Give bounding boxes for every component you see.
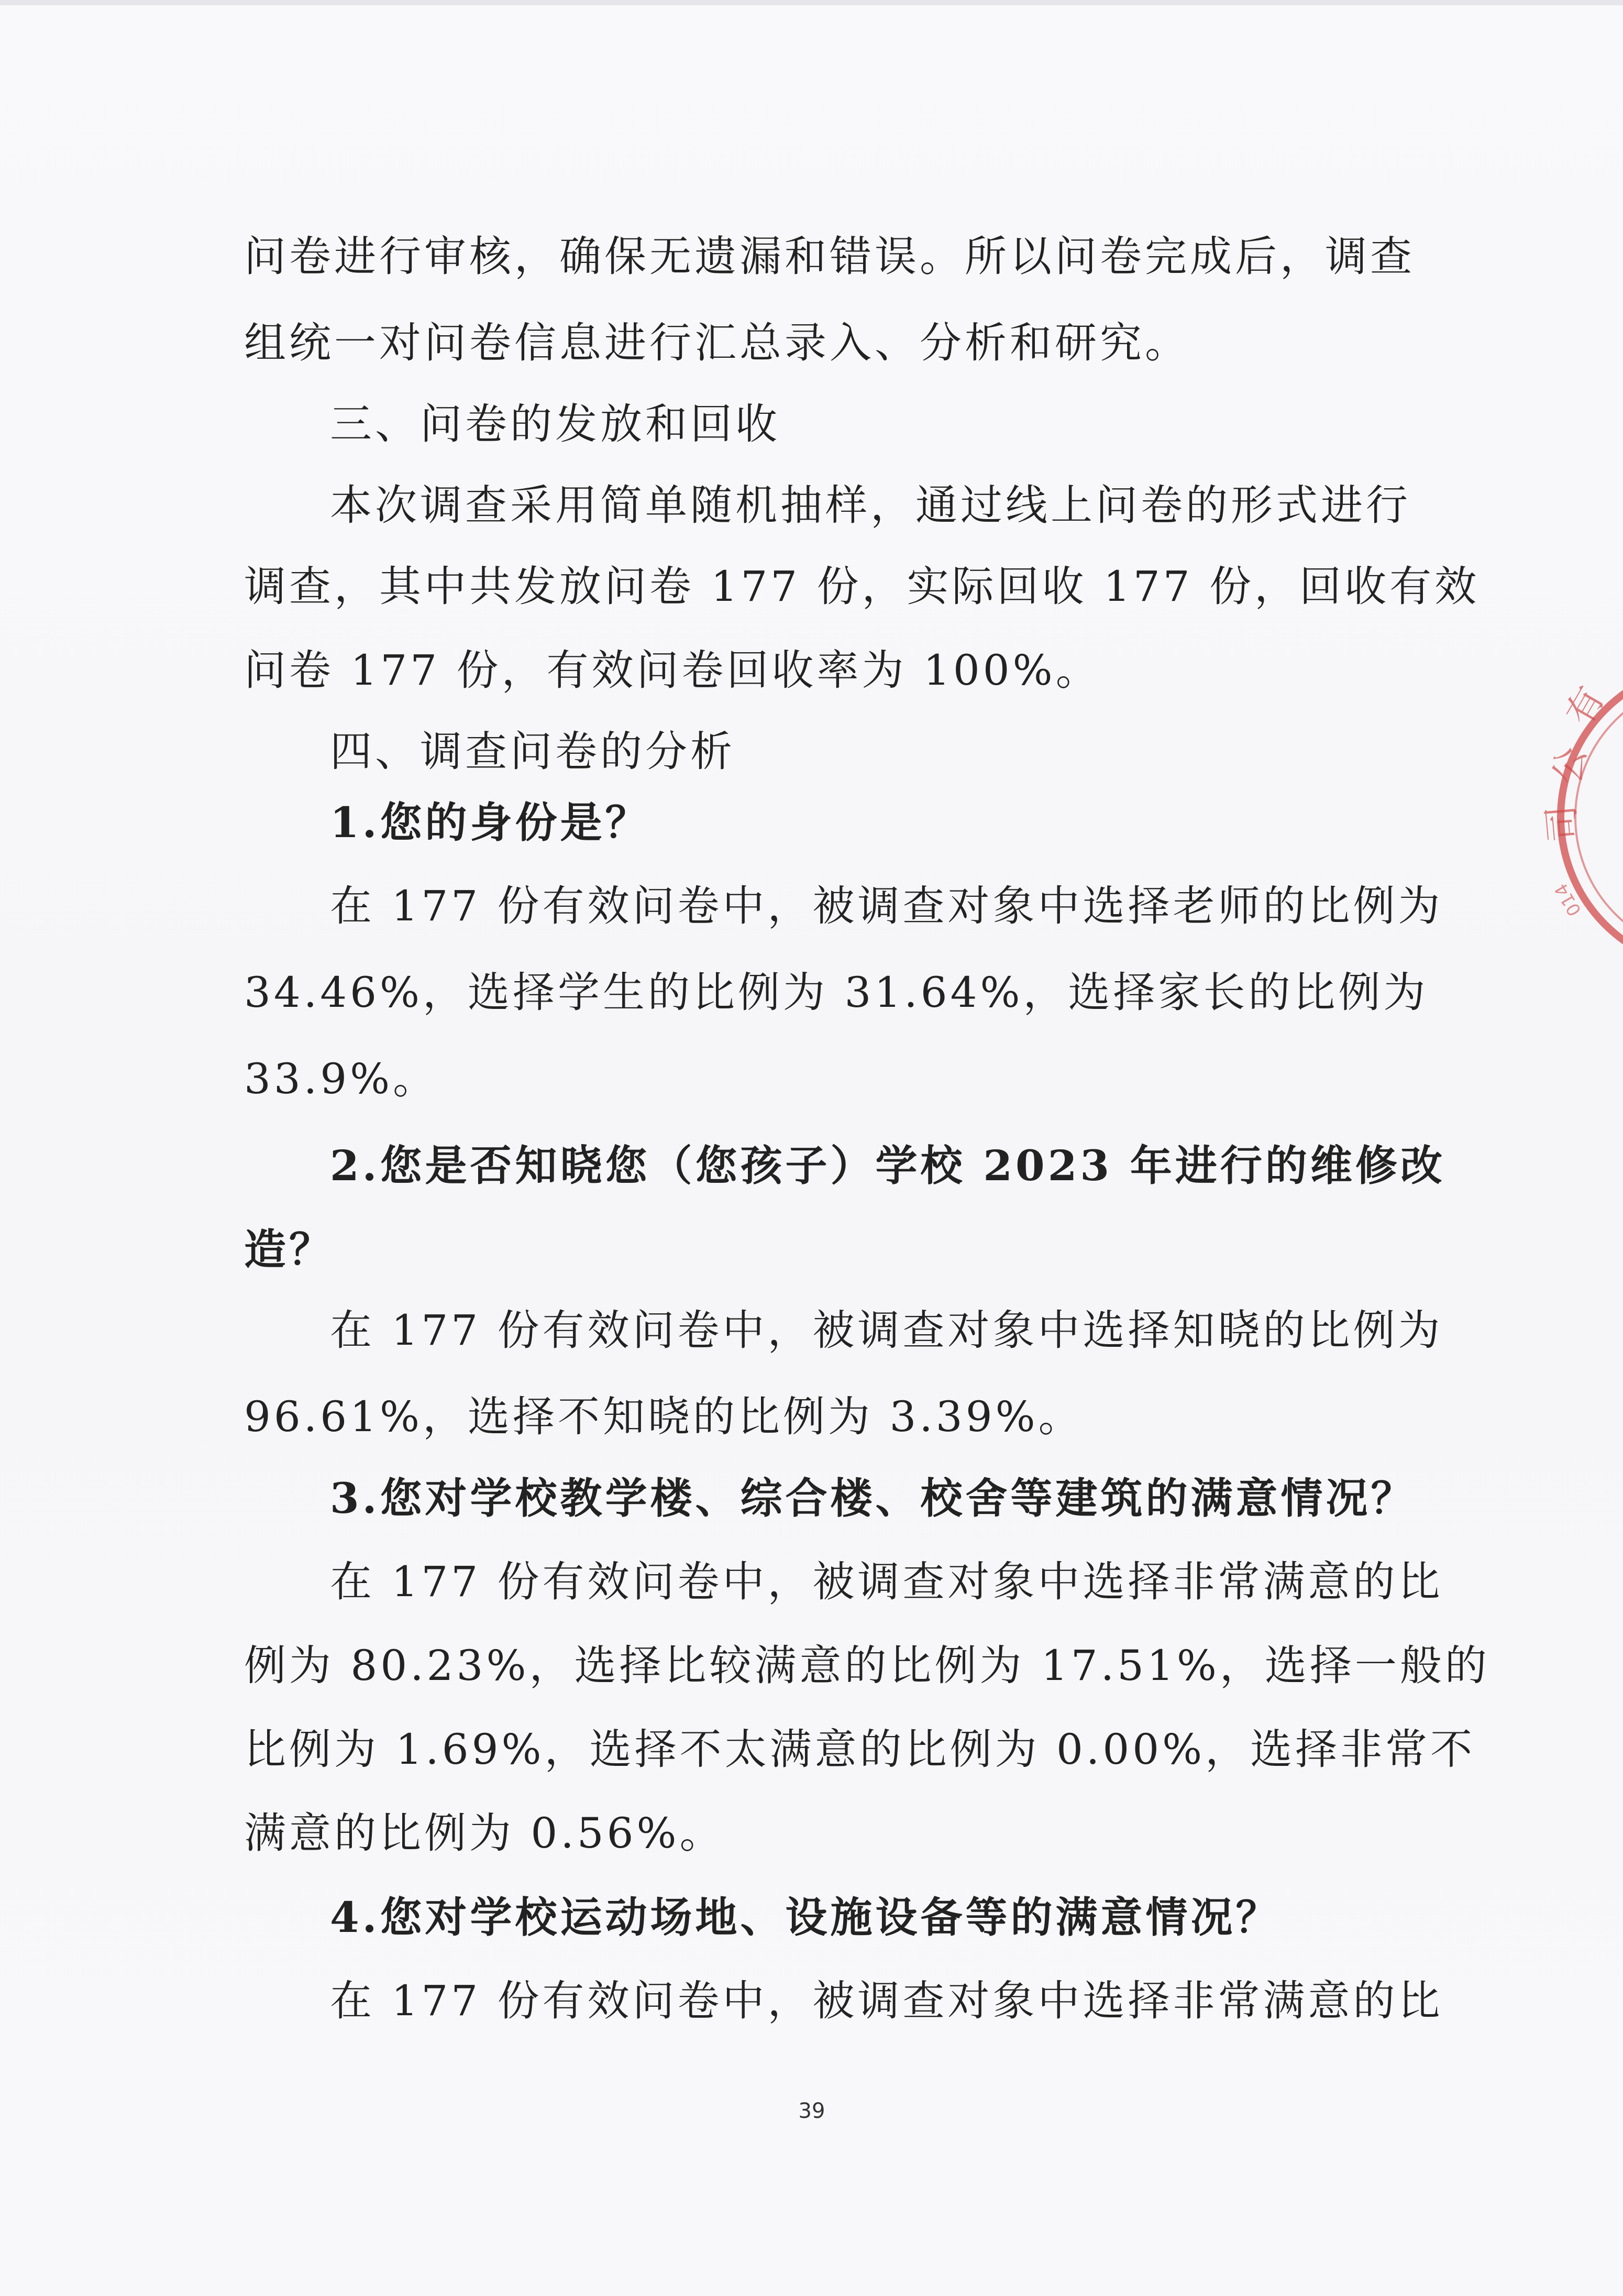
text-line: 33.9%。 xyxy=(244,1054,438,1103)
text-line: 问卷 177 份，有效问卷回收率为 100%。 xyxy=(244,646,1101,695)
text-line: 34.46%，选择学生的比例为 31.64%，选择家长的比例为 xyxy=(244,968,1429,1017)
text-line: 在 177 份有效问卷中，被调查对象中选择老师的比例为 xyxy=(330,882,1443,930)
page-number: 39 xyxy=(798,2099,825,2123)
question-heading: 4.您对学校运动场地、设施设备等的满意情况？ xyxy=(330,1893,1281,1942)
text-line: 调查，其中共发放问卷 177 份，实际回收 177 份，回收有效 xyxy=(244,562,1480,611)
text-line: 例为 80.23%，选择比较满意的比例为 17.51%，选择一般的 xyxy=(244,1641,1490,1690)
question-heading: 3.您对学校教学楼、综合楼、校舍等建筑的满意情况？ xyxy=(330,1474,1416,1523)
text-line: 满意的比例为 0.56%。 xyxy=(244,1809,725,1858)
question-heading: 2.您是否知晓您（您孩子）学校 2023 年进行的维修改 xyxy=(330,1141,1445,1190)
section-heading: 三、问卷的发放和回收 xyxy=(330,400,780,448)
text-line: 本次调查采用简单随机抽样，通过线上问卷的形式进行 xyxy=(330,481,1411,530)
question-heading: 造？ xyxy=(244,1225,334,1274)
section-heading: 四、调查问卷的分析 xyxy=(330,727,735,776)
svg-text:公: 公 xyxy=(1545,743,1594,787)
red-seal-icon xyxy=(1539,660,1623,974)
page-top-edge xyxy=(0,0,1623,5)
svg-text:有: 有 xyxy=(1557,679,1613,733)
question-heading: 1.您的身份是？ xyxy=(330,798,650,847)
text-line: 在 177 份有效问卷中，被调查对象中选择非常满意的比 xyxy=(330,1976,1443,2025)
text-line: 在 177 份有效问卷中，被调查对象中选择知晓的比例为 xyxy=(330,1306,1443,1355)
text-line: 问卷进行审核，确保无遗漏和错误。所以问卷完成后，调查 xyxy=(244,232,1415,281)
text-line: 比例为 1.69%，选择不太满意的比例为 0.00%，选择非常不 xyxy=(244,1725,1476,1774)
svg-text:014: 014 xyxy=(1550,880,1586,920)
text-line: 96.61%，选择不知晓的比例为 3.39%。 xyxy=(244,1392,1084,1441)
svg-text:司: 司 xyxy=(1539,803,1585,844)
text-line: 在 177 份有效问卷中，被调查对象中选择非常满意的比 xyxy=(330,1557,1443,1606)
text-line: 组统一对问卷信息进行汇总录入、分析和研究。 xyxy=(244,318,1190,367)
